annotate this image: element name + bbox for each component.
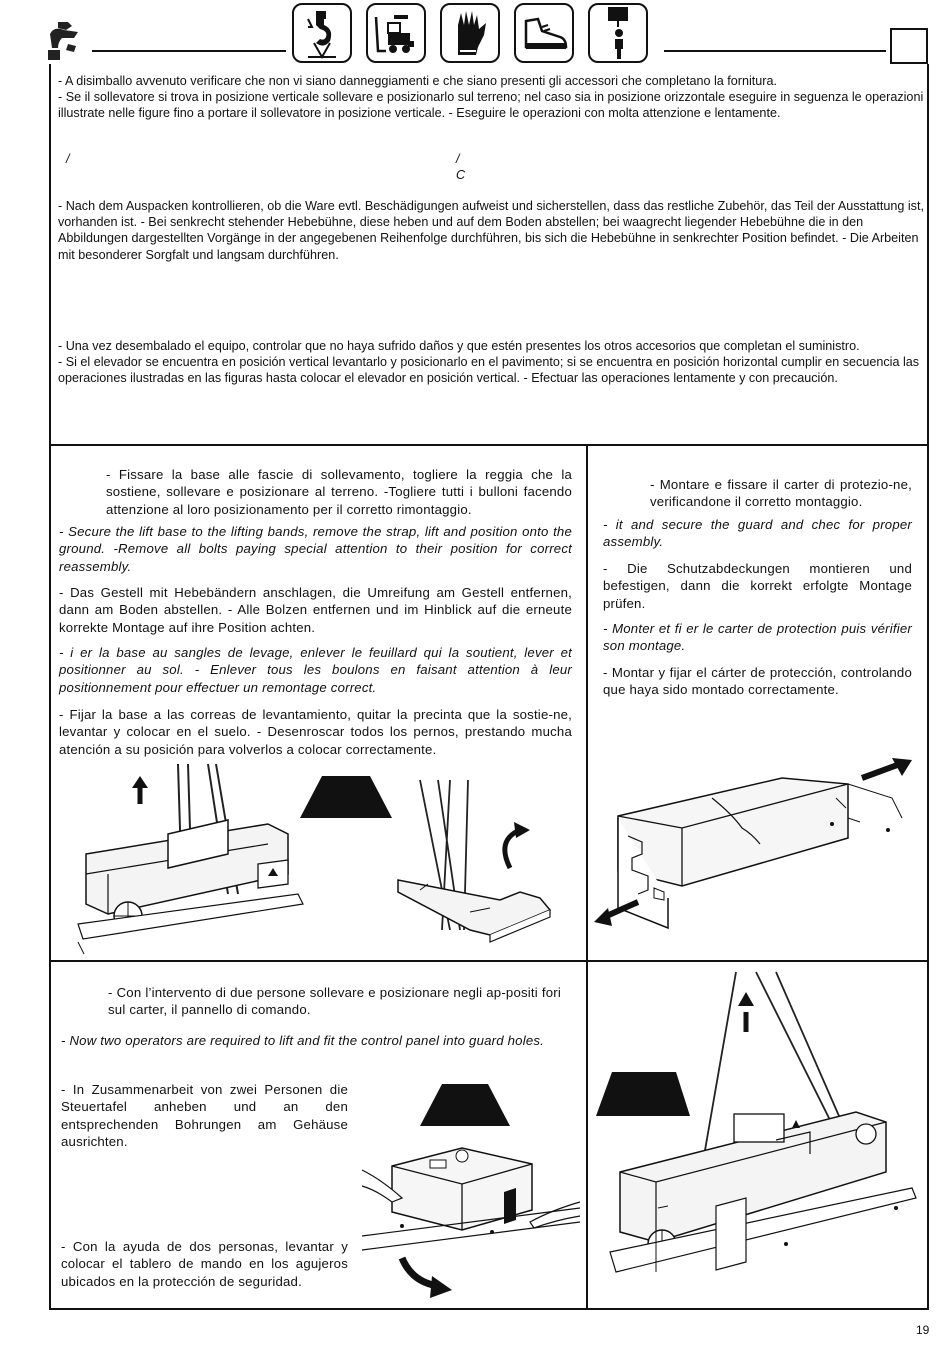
es-text-block: [58, 338, 924, 387]
lift-base-rotated-illustration: [390, 780, 570, 950]
mid-left-en: - Secure the lift base to the lifting bands, remove the strap, lift and position onto the ground. -Remove all bolts paying special attention to their position for correct reassembly.: [59, 524, 572, 574]
middle-divider: [586, 444, 588, 962]
mid-left-de: - Das Gestell mit Hebebändern anschlagen, die Umreifung am Gestell entfernen, dann am Boden abstellen. - Alle Bolzen entfernen und im Hinblick auf die erneute korrekte Montage auf ihre Position achten.: [59, 585, 572, 635]
missing-text-fragment-c: C: [456, 168, 466, 182]
missing-text-fragment-a: /: [66, 152, 70, 166]
header-rule-left: [92, 50, 286, 52]
header-rule-right: [664, 50, 886, 52]
crane-hook-icon: [292, 3, 352, 63]
warning-trapezoid-icon-2: [420, 1084, 510, 1126]
it-paragraph-2: - Se il sollevatore si trova in posizione verticale sollevare e posizionarlo sul terreno; nel caso sia in posizione orizzontale eseguire in seguenza le operazioni illustrate nelle figure fino a portare il sollevatore in posizione verticale. - Eseguire le operazioni con molta attenzione e lentamente.: [58, 90, 924, 121]
mid-right-fr: - Monter et fi er le carter de protection puis vérifier son montage.: [603, 621, 912, 654]
it-paragraph-1: - A disimballo avvenuto verificare che non vi siano danneggiamenti e che siano presenti gli accessori che completano la fornitura.: [58, 74, 777, 88]
bottom-left-de: - In Zusammenarbeit von zwei Personen die Steuertafel anheben und an den entsprechenden Bohrungen am Gehäuse ausrichten.: [61, 1082, 348, 1150]
mid-right-en: - it and secure the guard and chec for proper assembly.: [603, 517, 912, 550]
de-paragraph: - Nach dem Auspacken kontrollieren, ob die Ware evtl. Beschädigungen aufweist und sicherstellen, dass das restliche Zubehör, das Teil der Ausstattung ist, vorhanden ist. - Bei senkrecht stehender Hebebühne, diese heben und auf dem Boden abstellen; bei waagrecht liegender Hebebühne die in den Abbildungen dargestellten Vorgänge in der angegebenen Reihenfolge durchführen, bis sich die Hebebühne in senkrechter Position befindet. - Die Arbeiten mit besonderer Sorgfalt und langsam durchführen.: [58, 199, 924, 262]
forklift-icon: [366, 3, 426, 63]
page-number: 19: [916, 1323, 930, 1337]
es-paragraph-2: - Si el elevador se encuentra en posición vertical levantarlo y posicionarlo en el pavimento; si se encuentra en posición horizontal cumplir en secuencia las operaciones ilustradas en las figuras hasta colocar el elevador en posición vertical. - Efectuar las operaciones lentamente y con precaución.: [58, 355, 920, 386]
hook-suspended-load-icon: [588, 3, 648, 63]
warning-trapezoid-icon: [300, 776, 392, 818]
guard-mounting-illustration: [592, 758, 912, 938]
control-panel-lifting-illustration: [362, 1140, 580, 1300]
corner-box: [890, 28, 928, 64]
top-text-block: [58, 73, 924, 122]
bottom-left-it: - Con l’intervento di due persone sollevare e posizionare negli ap-positi fori sul carter, il pannello di comando.: [108, 985, 561, 1018]
lift-base-raising-illustration: [78, 764, 308, 964]
brand-logo: [44, 20, 88, 60]
safety-glove-icon: [440, 3, 500, 63]
mid-right-de: - Die Schutzabdeckungen montieren und befestigen, dann die korrekt erfolgte Montage prüfen.: [603, 561, 912, 611]
bottom-left-es: - Con la ayuda de dos personas, levantar y colocar el tablero de mando en los agujeros ubicados en la protección de seguridad.: [61, 1239, 348, 1289]
es-paragraph-1: - Una vez desembalado el equipo, controlar que no haya sufrido daños y que estén presentes los otros accesorios que completan el suministro.: [58, 339, 860, 353]
mid-right-es: - Montar y fijar el cárter de protección, controlando que haya sido montado correctamente.: [603, 665, 912, 698]
safety-shoe-icon: [514, 3, 574, 63]
mid-right-it: - Montare e fissare il carter di protezio-ne, verificandone il corretto montaggio.: [650, 477, 912, 510]
mid-left-es: - Fijar la base a las correas de levantamiento, quitar la precinta que la sostie-ne, levantar y colocar en el suelo. - Desenroscar todos los pernos, prestando mucha atención a su posición para volverlos a colocar correctamente.: [59, 707, 572, 757]
missing-text-fragment-b: /: [456, 152, 460, 166]
mid-left-it: - Fissare la base alle fascie di sollevamento, togliere la reggia che la sostiene, sollevare e posizionare al terreno. -Togliere tutti i bulloni facendo attenzione al loro posizionamento per il corretto rimontaggio.: [106, 467, 572, 517]
bottom-left-en: - Now two operators are required to lift and fit the control panel into guard holes.: [61, 1033, 545, 1048]
lift-with-control-panel-illustration: [596, 972, 916, 1292]
mid-left-fr: - i er la base au sangles de levage, enlever le feuillard qui la soutient, lever et positionner au sol. - Enlever tous les boulons en faisant attention à leur positionnement pour effectuer un remontage correct.: [59, 645, 572, 695]
bottom-divider: [586, 960, 588, 1310]
